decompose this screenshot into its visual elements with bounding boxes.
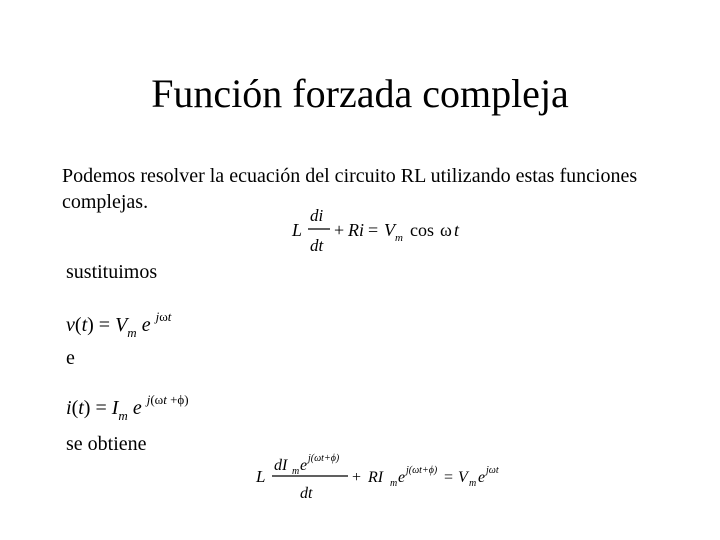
svg-text:di: di <box>310 206 324 225</box>
label-and: e <box>66 347 75 369</box>
svg-text:m: m <box>395 232 403 244</box>
label-substitute: sustituimos <box>66 261 158 283</box>
svg-text:L: L <box>292 220 303 240</box>
svg-text:dI: dI <box>274 457 288 474</box>
svg-text:V: V <box>384 220 395 240</box>
svg-text:e: e <box>398 469 406 486</box>
slide-title: Función forzada compleja <box>151 71 569 116</box>
intro-paragraph: Podemos resolver la ecuación del circuito RL utilizando estas funciones complejas. <box>62 165 638 213</box>
svg-text:e: e <box>478 469 486 486</box>
current-equation: $i(t) = I_m$ e $^{j(\omega t +\phi)}$ <box>66 392 189 423</box>
svg-text:ω: ω <box>440 220 452 240</box>
svg-text:m: m <box>292 466 300 477</box>
rl-circuit-equation <box>288 203 478 259</box>
svg-text:j(ωt+ϕ): j(ωt+ϕ) <box>406 465 438 476</box>
svg-text:+: + <box>352 469 362 486</box>
svg-text:dt: dt <box>310 236 324 255</box>
svg-text:RI: RI <box>368 469 384 486</box>
svg-text:Ri: Ri <box>348 220 364 240</box>
svg-text:m: m <box>469 478 477 489</box>
svg-text:cos: cos <box>410 220 434 240</box>
svg-text:t: t <box>454 220 460 240</box>
svg-text:dt: dt <box>300 485 313 502</box>
svg-text:e: e <box>300 457 308 474</box>
svg-text:V: V <box>458 469 468 486</box>
svg-text:=: = <box>368 220 379 240</box>
voltage-equation: $v(t) = V_m$ e $^{j\omega t}$ <box>66 309 172 340</box>
svg-text:jωt: jωt <box>486 465 499 476</box>
svg-text:m: m <box>390 478 398 489</box>
svg-text:+: + <box>334 220 345 240</box>
svg-text:=: = <box>444 469 454 486</box>
svg-text:L: L <box>256 467 266 486</box>
result-equation <box>252 448 522 506</box>
label-obtain: se obtiene <box>66 433 147 455</box>
svg-text:j(ωt+ϕ): j(ωt+ϕ) <box>308 453 340 464</box>
